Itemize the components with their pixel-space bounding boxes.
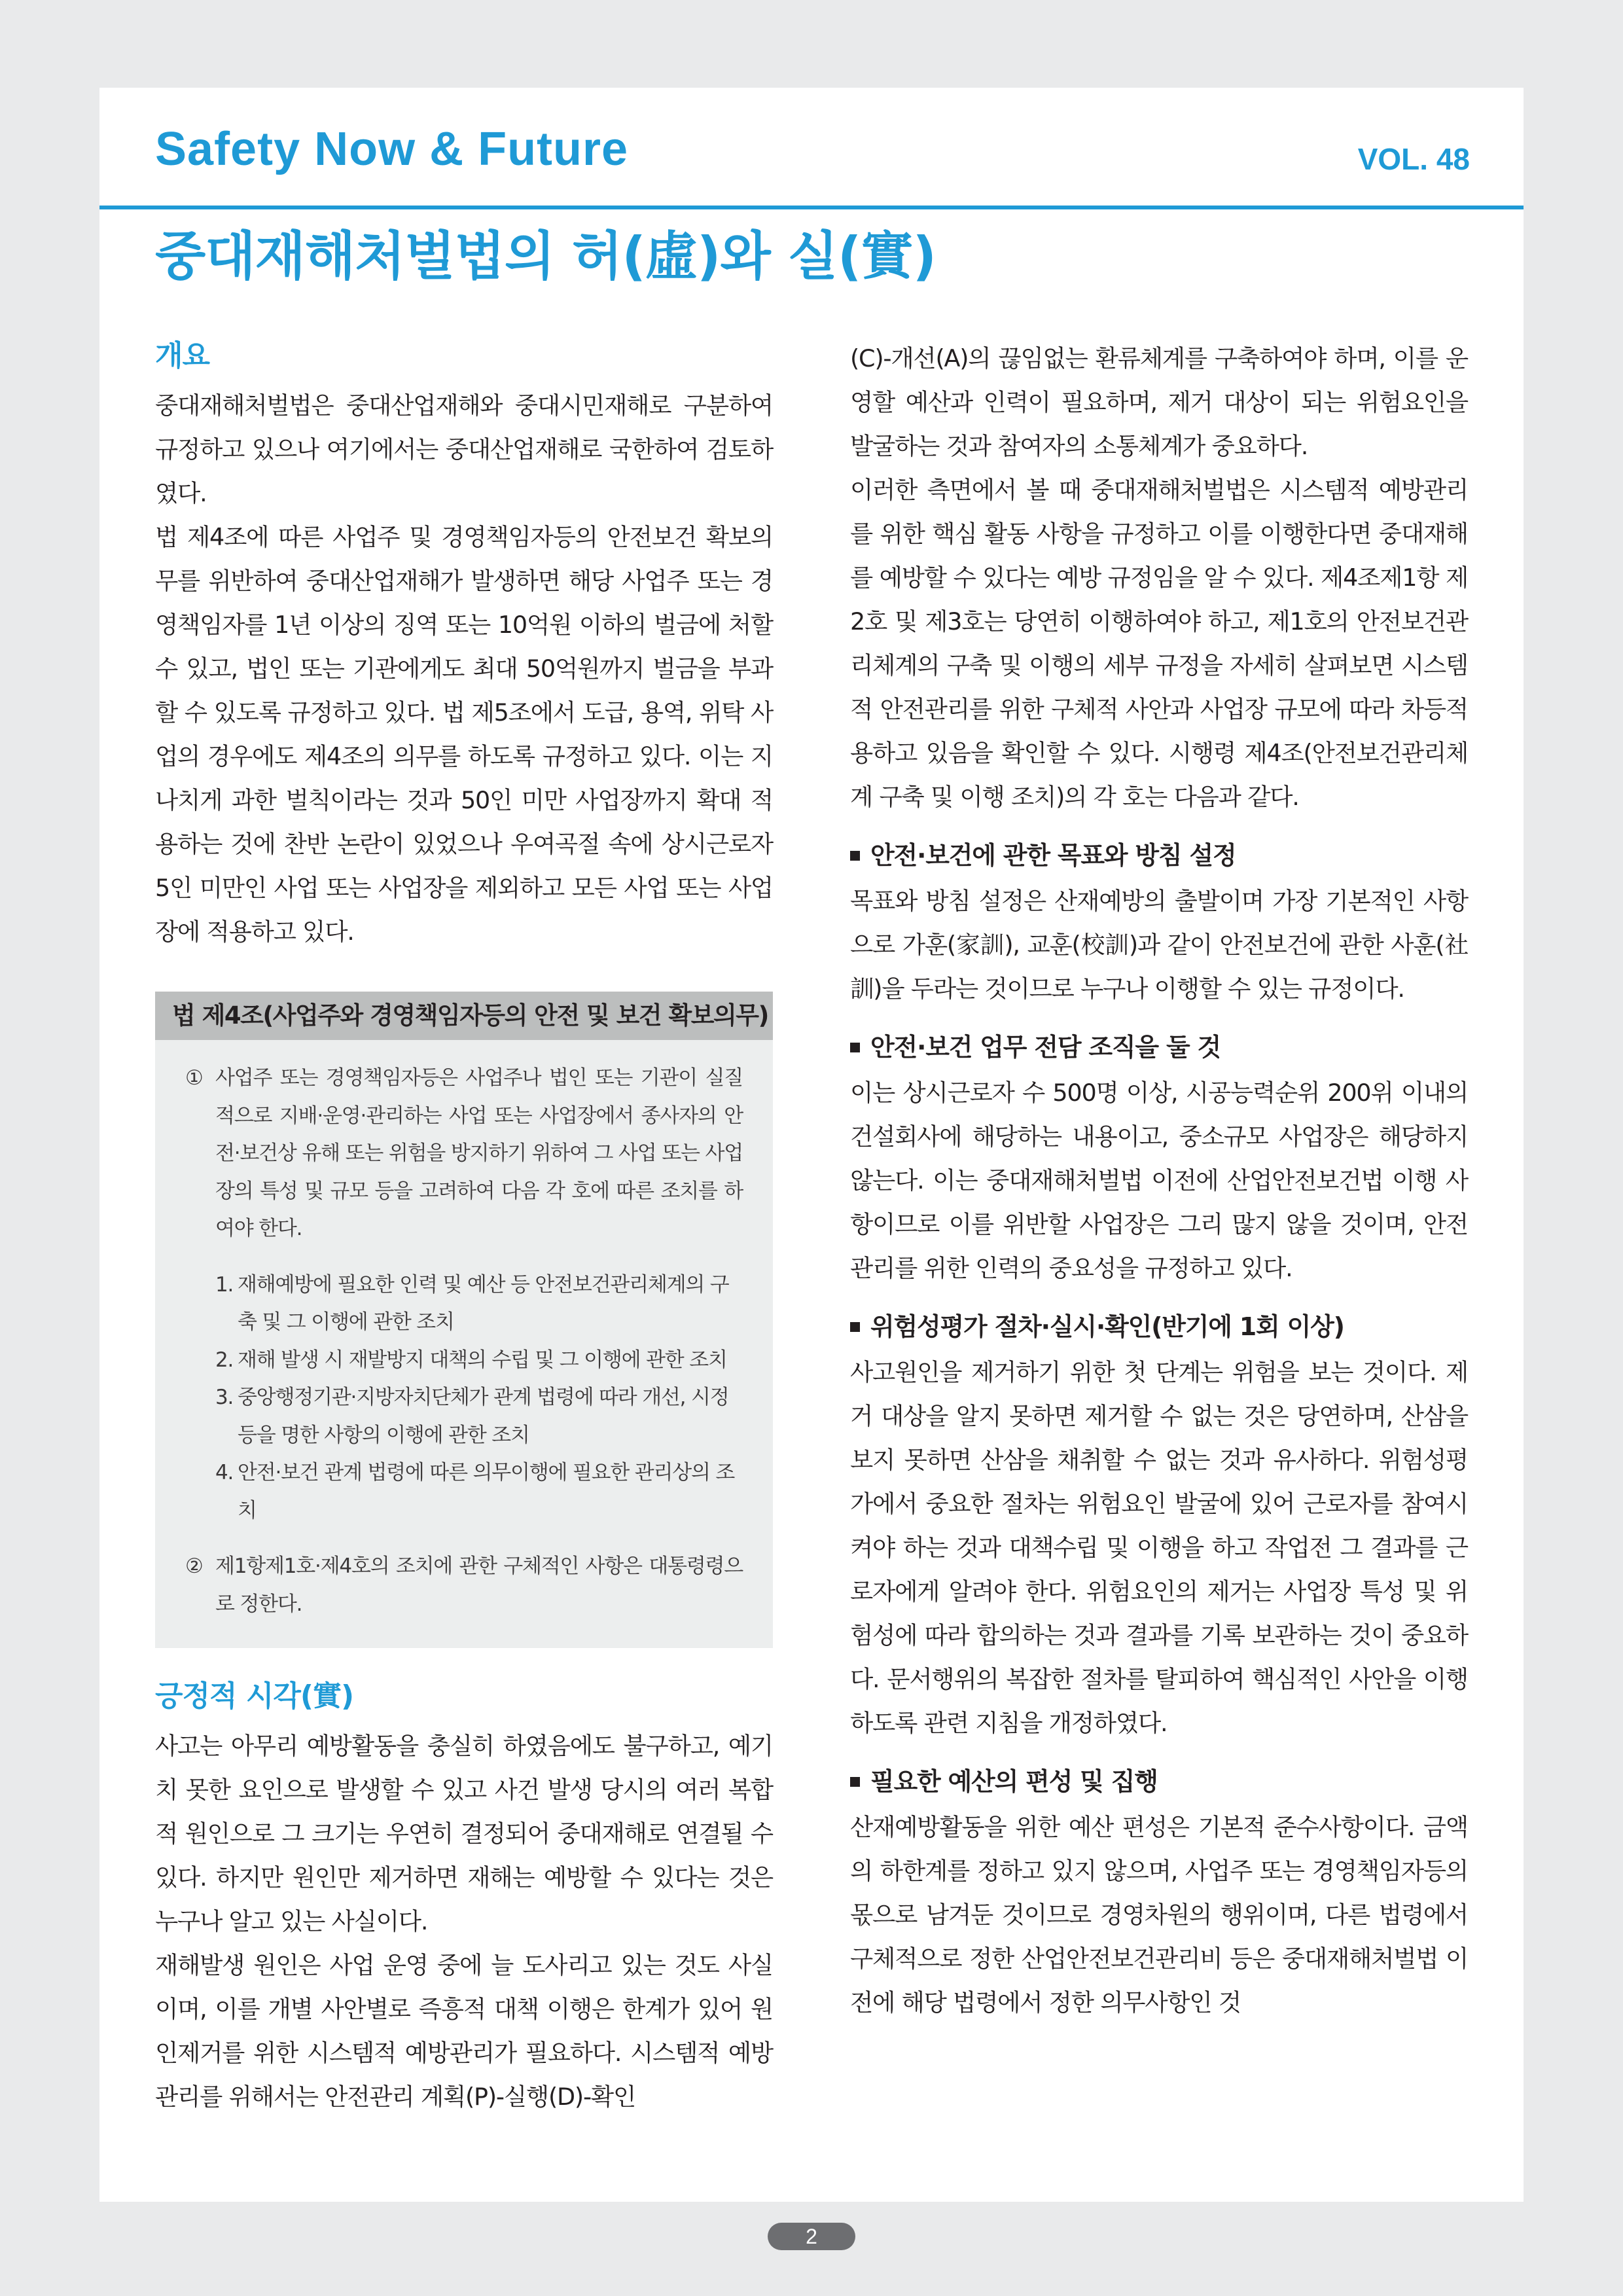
positive-paragraph: 재해발생 원인은 사업 운영 중에 늘 도사리고 있는 것도 사실이며, 이를 개별 사안별로 즉흥적 대책 이행은 한계가 있어 원인제거를 위한 시스템적 예방관리가 필요하다. 시스템적 예방관리를 위해서는 안전관리 계획(P)-실행(D)-확인 (155, 1951, 773, 2111)
law-item-text: 안전·보건 관계 법령에 따른 의무이행에 필요한 관리상의 조치 (238, 1461, 735, 1522)
section-paragraph: 사고원인을 제거하기 위한 첫 단계는 위험을 보는 것이다. 제거 대상을 알지 못하면 제거할 수 없는 것은 당연하며, 산삼을 보지 못하면 산삼을 채취할 수 없는 것과 유사하다. 위험성평가에서 중요한 절차는 위험요인 발굴에 있어 근로자를 참여시켜야 하는 것과 대책수립 및 이행을 하고 작업전 그 결과를 근로자에게 알려야 한다. 위험요인의 제거는 사업장 특성 및 위험성에 따라 합의하는 것과 결과를 기록 보관하는 것이 중요하다. 문서행위의 복잡한 절차를 탈피하여 핵심적인 사안을 이행하도록 관련 지침을 개정하였다. (850, 1358, 1468, 1737)
page-number: 2 (768, 2223, 855, 2250)
law-clause (185, 1548, 743, 1623)
section-paragraph: 산재예방활동을 위한 예산 편성은 기본적 준수사항이다. 금액의 하한계를 정하고 있지 않으며, 사업주 또는 경영책임자등의 몫으로 남겨둔 것이므로 경영차원의 행위이며, 다른 법령에서 구체적으로 정한 산업안전보건관리비 등은 중대재해처벌법 이전에 해당 법령에서 정한 의무사항인 것 (850, 1813, 1468, 2017)
law-box-title: 법 제4조(사업주와 경영책임자등의 안전 및 보건 확보의무) (155, 992, 773, 1040)
law-item (215, 1342, 743, 1380)
overview-paragraph: 법 제4조에 따른 사업주 및 경영책임자등의 안전보건 확보의무를 위반하여 중대산업재해가 발생하면 해당 사업주 또는 경영책임자를 1년 이상의 징역 또는 10억원 이하의 벌금에 처할 수 있고, 법인 또는 기관에게도 최대 50억원까지 벌금을 부과할 수 있도록 규정하고 있다. 법 제5조에서 도급, 용역, 위탁 사업의 경우에도 제4조의 의무를 하도록 규정하고 있다. 이는 지나치게 과한 벌칙이라는 것과 50인 미만 사업장까지 확대 적용하는 것에 찬반 논란이 있었으나 우여곡절 속에 상시근로자 5인 미만인 사업 또는 사업장을 제외하고 모든 사업 또는 사업장에 적용하고 있다. (155, 523, 773, 946)
left-column (155, 336, 773, 2119)
section-heading-text: 필요한 예산의 편성 및 집행 (870, 1767, 1158, 1796)
law-clause (185, 1060, 743, 1248)
section-heading (850, 836, 1468, 875)
page-header (99, 88, 1524, 209)
magazine-title: Safety Now & Future (155, 123, 629, 175)
law-item-text: 재해예방에 필요한 인력 및 예산 등 안전보건관리체계의 구축 및 그 이행에 관한 조치 (238, 1272, 729, 1334)
law-item (215, 1379, 743, 1454)
clause-text: 제1항제1호·제4호의 조치에 관한 구체적인 사항은 대통령령으로 정한다. (215, 1554, 743, 1616)
intro-paragraph: 이러한 측면에서 볼 때 중대재해처벌법은 시스템적 예방관리를 위한 핵심 활동 사항을 규정하고 이를 이행한다면 중대재해를 예방할 수 있다는 예방 규정임을 알 수 있다. 제4조제1항 제2호 및 제3호는 당연히 이행하여야 하고, 제1호의 안전보건관리체계의 구축 및 이행의 세부 규정을 자세히 살펴보면 시스템적 안전관리를 위한 구체적 사안과 사업장 규모에 따라 차등적용하고 있음을 확인할 수 있다. 시행령 제4조(안전보건관리체계 구축 및 이행 조치)의 각 호는 다음과 같다. (850, 476, 1468, 811)
overview-paragraph: 중대재해처벌법은 중대산업재해와 중대시민재해로 구분하여 규정하고 있으나 여기에서는 중대산업재해로 국한하여 검토하였다. (155, 391, 773, 507)
section-heading (850, 1307, 1468, 1346)
section-heading-text: 위험성평가 절차·실시·확인(반기에 1회 이상) (870, 1312, 1344, 1341)
law-item-number: 1. (215, 1272, 234, 1297)
square-bullet-icon (850, 1777, 860, 1787)
section-heading (850, 1028, 1468, 1067)
section-heading (850, 1762, 1468, 1801)
law-item (215, 1266, 743, 1342)
overview-heading: 개요 (155, 339, 210, 372)
square-bullet-icon (850, 1043, 860, 1052)
law-item (215, 1454, 743, 1530)
square-bullet-icon (850, 851, 860, 861)
law-item-number: 4. (215, 1461, 234, 1484)
clause-text: 사업주 또는 경영책임자등은 사업주나 법인 또는 기관이 실질적으로 지배·운영·관리하는 사업 또는 사업장에서 종사자의 안전·보건상 유해 또는 위험을 방지하기 위하여 그 사업 또는 사업장의 특성 및 규모 등을 고려하여 다음 각 호에 따른 조치를 하여야 한다. (215, 1066, 743, 1240)
section-heading-text: 안전·보건에 관한 목표와 방침 설정 (870, 841, 1236, 870)
section-paragraph: 목표와 방침 설정은 산재예방의 출발이며 가장 기본적인 사항으로 가훈(家訓), 교훈(校訓)과 같이 안전보건에 관한 사훈(社訓)을 두라는 것이므로 누구나 이행할 수 있는 규정이다. (850, 887, 1468, 1003)
clause-number: ① (185, 1066, 203, 1090)
law-item-number: 3. (215, 1386, 234, 1409)
square-bullet-icon (850, 1322, 860, 1332)
section-paragraph: 이는 상시근로자 수 500명 이상, 시공능력순위 200위 이내의 건설회사에 해당하는 내용이고, 중소규모 사업장은 해당하지 않는다. 이는 중대재해처벌법 이전에 산업안전보건법 이행 사항이므로 이를 위반할 사업장은 그리 많지 않을 것이며, 안전관리를 위한 인력의 중요성을 규정하고 있다. (850, 1079, 1468, 1282)
law-item-text: 중앙행정기관·지방자치단체가 관계 법령에 따라 개선, 시정 등을 명한 사항의 이행에 관한 조치 (238, 1386, 729, 1447)
volume-label: VOL. 48 (1357, 142, 1470, 176)
clause-number: ② (185, 1554, 203, 1578)
document-page (99, 88, 1524, 2202)
law-item-list (215, 1266, 743, 1530)
law-item-number: 2. (215, 1348, 234, 1372)
article-title: 중대재해처벌법의 허(虛)와 실(實) (155, 226, 936, 287)
law-item-text: 재해 발생 시 재발방지 대책의 수립 및 그 이행에 관한 조치 (238, 1348, 727, 1372)
right-column (850, 336, 1468, 2024)
positive-heading: 긍정적 시각(實) (155, 1679, 354, 1713)
law-box-body (155, 1040, 773, 1623)
law-article-box (155, 992, 773, 1648)
intro-paragraph: (C)-개선(A)의 끊임없는 환류체계를 구축하여야 하며, 이를 운영할 예산과 인력이 필요하며, 제거 대상이 되는 위험요인을 발굴하는 것과 참여자의 소통체계가 중요하다. (850, 344, 1468, 460)
section-heading-text: 안전·보건 업무 전담 조직을 둘 것 (870, 1033, 1221, 1062)
positive-paragraph: 사고는 아무리 예방활동을 충실히 하였음에도 불구하고, 예기치 못한 요인으로 발생할 수 있고 사건 발생 당시의 여러 복합적 원인으로 그 크기는 우연히 결정되어 중대재해로 연결될 수 있다. 하지만 원인만 제거하면 재해는 예방할 수 있다는 것은 누구나 알고 있는 사실이다. (155, 1732, 773, 1935)
